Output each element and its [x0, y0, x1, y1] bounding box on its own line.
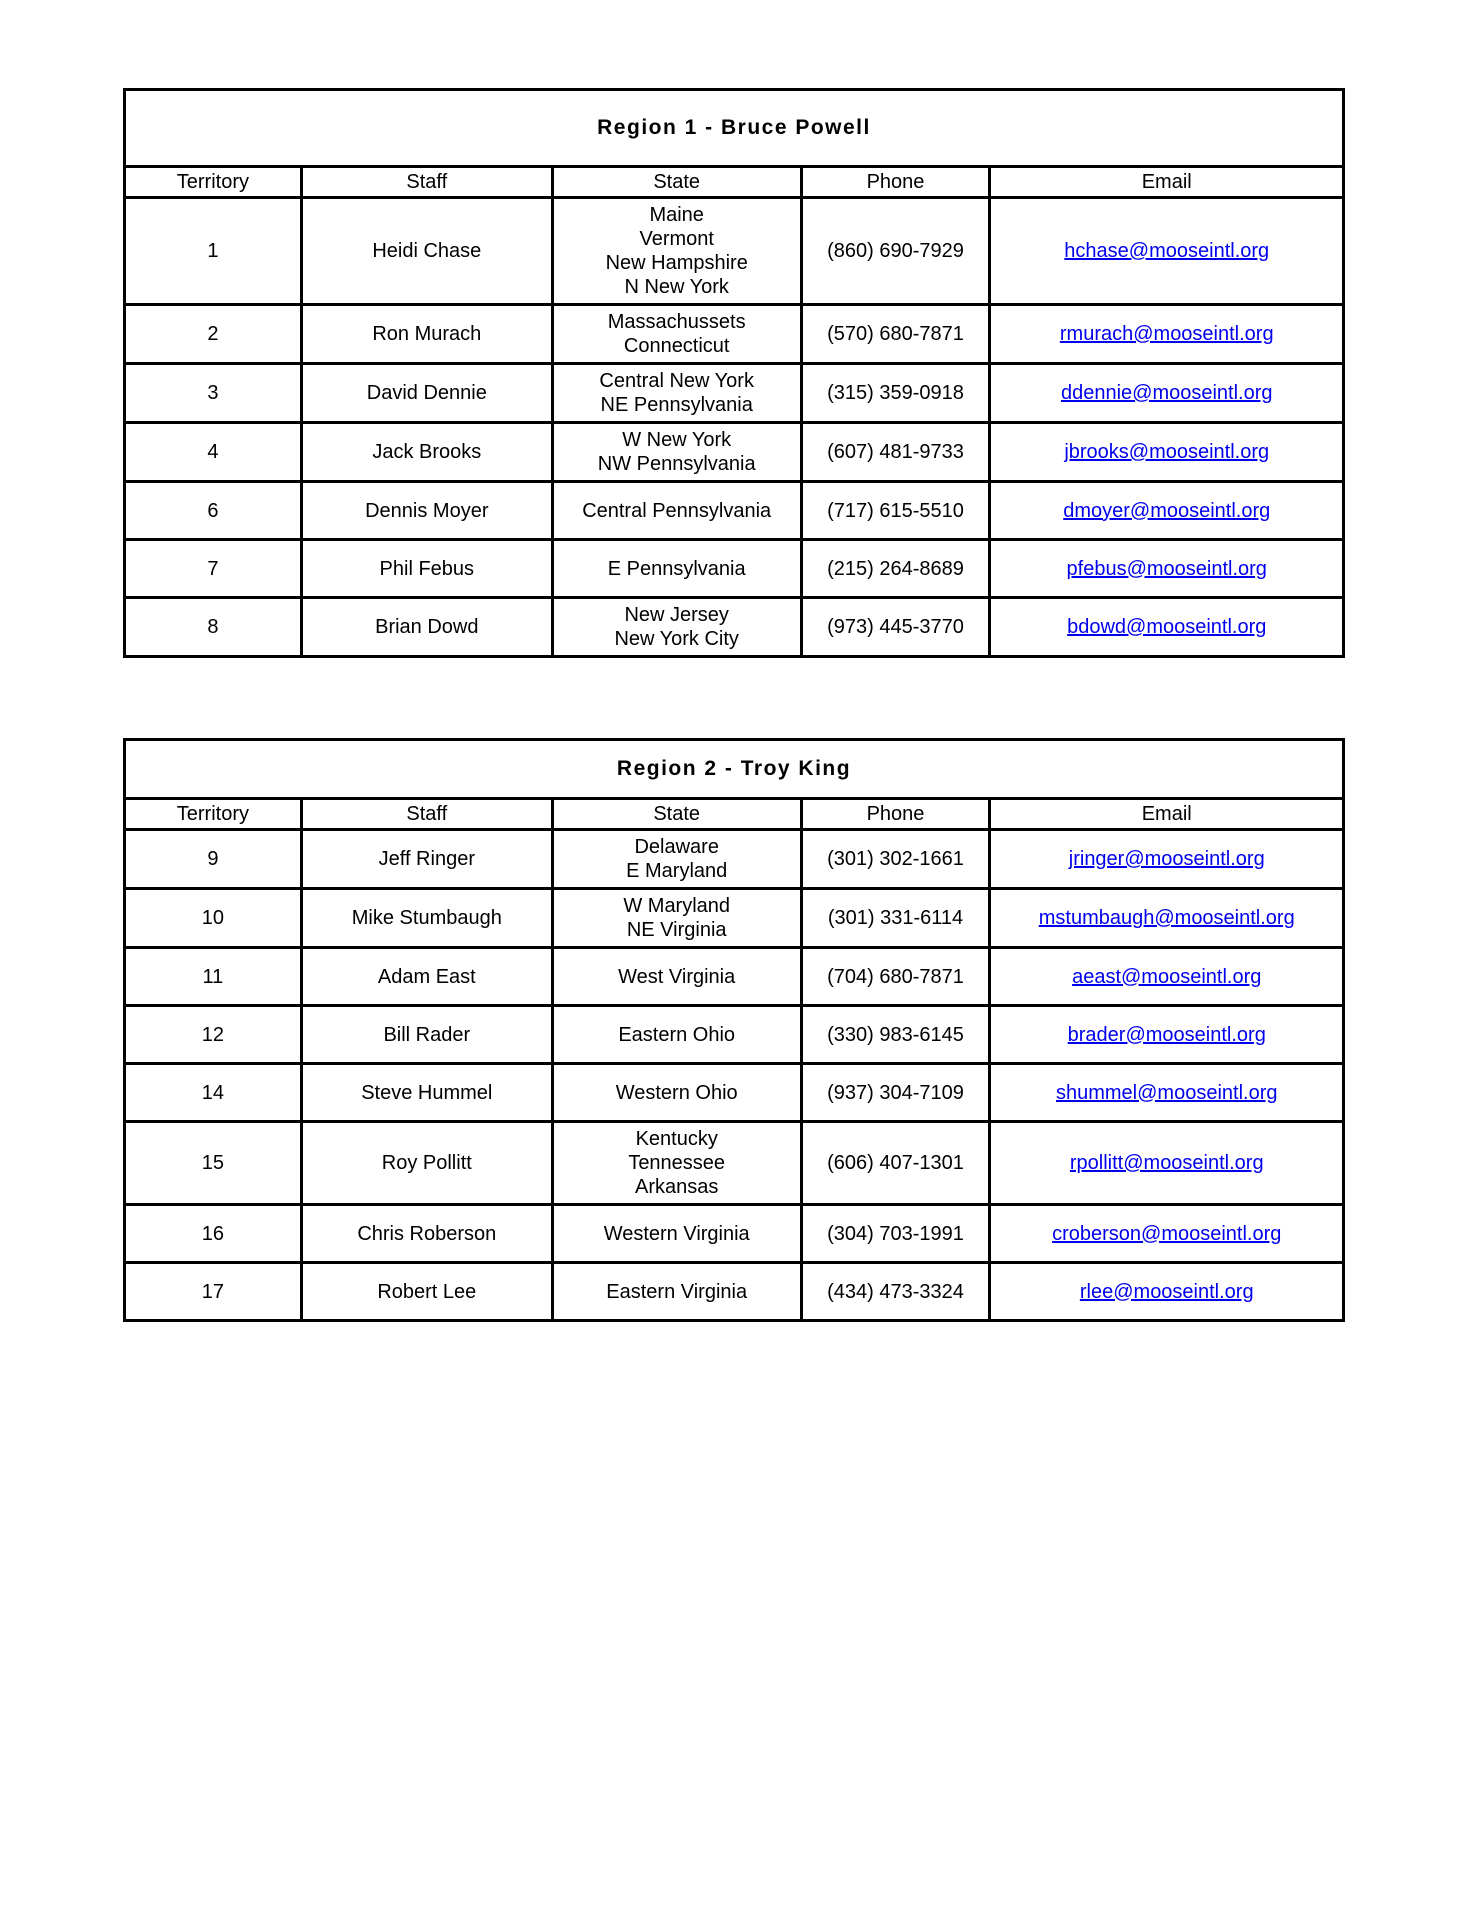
email-cell — [990, 305, 1344, 364]
staff-cell: Dennis Moyer — [301, 482, 552, 540]
state-cell — [552, 1263, 801, 1321]
table-row — [125, 482, 1344, 540]
region-1-table — [123, 88, 1345, 658]
staff-cell: Adam East — [301, 948, 552, 1006]
state-line: Maine — [649, 204, 704, 226]
column-header-state: State — [552, 799, 801, 830]
phone-cell: (570) 680-7871 — [801, 305, 990, 364]
staff-cell: Phil Febus — [301, 540, 552, 598]
table-row — [125, 948, 1344, 1006]
table-row — [125, 1006, 1344, 1064]
territory-cell: 16 — [125, 1205, 302, 1263]
table-row — [125, 1064, 1344, 1122]
state-line: New York City — [614, 628, 739, 650]
email-cell — [990, 598, 1344, 657]
state-line: Arkansas — [635, 1176, 719, 1198]
table-row — [125, 830, 1344, 889]
state-line: NE Virginia — [626, 919, 727, 941]
phone-cell: (607) 481-9733 — [801, 423, 990, 482]
state-cell — [552, 598, 801, 657]
state-cell — [552, 305, 801, 364]
table-title: Region 2 - Troy King — [125, 740, 1344, 799]
territory-cell: 1 — [125, 198, 302, 305]
state-cell — [552, 948, 801, 1006]
column-header-territory: Territory — [125, 799, 302, 830]
staff-cell: Robert Lee — [301, 1263, 552, 1321]
email-cell — [990, 1263, 1344, 1321]
state-line: NE Pennsylvania — [600, 394, 753, 416]
phone-cell: (301) 331-6114 — [801, 889, 990, 948]
state-line: Central Pennsylvania — [582, 499, 772, 522]
phone-cell: (717) 615-5510 — [801, 482, 990, 540]
state-line: N New York — [624, 276, 729, 298]
state-line: West Virginia — [618, 965, 736, 988]
phone-cell: (315) 359-0918 — [801, 364, 990, 423]
territory-cell: 12 — [125, 1006, 302, 1064]
state-cell — [552, 830, 801, 889]
state-line: Connecticut — [623, 335, 730, 357]
state-line: New Jersey — [624, 604, 729, 626]
email-link[interactable]: aeast@mooseintl.org — [1072, 965, 1262, 988]
phone-cell: (606) 407-1301 — [801, 1122, 990, 1205]
email-link[interactable]: croberson@mooseintl.org — [1052, 1222, 1282, 1245]
territory-cell: 14 — [125, 1064, 302, 1122]
region-2-table — [123, 738, 1345, 1322]
territory-cell: 8 — [125, 598, 302, 657]
email-link[interactable]: brader@mooseintl.org — [1067, 1023, 1266, 1046]
territory-cell: 10 — [125, 889, 302, 948]
state-line: Kentucky — [635, 1128, 718, 1150]
state-line: Delaware — [634, 836, 719, 858]
column-header-staff: Staff — [301, 799, 552, 830]
state-cell — [552, 540, 801, 598]
territory-cell: 11 — [125, 948, 302, 1006]
email-link[interactable]: bdowd@mooseintl.org — [1067, 616, 1267, 638]
state-line: Eastern Virginia — [606, 1280, 748, 1303]
state-cell — [552, 1122, 801, 1205]
territory-cell: 4 — [125, 423, 302, 482]
staff-cell: Ron Murach — [301, 305, 552, 364]
email-link[interactable]: hchase@mooseintl.org — [1064, 240, 1270, 262]
territory-cell: 6 — [125, 482, 302, 540]
table-row — [125, 1205, 1344, 1263]
state-line: W Maryland — [623, 895, 731, 917]
state-line: Massachussets — [607, 311, 746, 333]
staff-cell: Bill Rader — [301, 1006, 552, 1064]
email-link[interactable]: jbrooks@mooseintl.org — [1064, 441, 1270, 463]
table-row — [125, 423, 1344, 482]
staff-cell: Brian Dowd — [301, 598, 552, 657]
state-line: Eastern Ohio — [618, 1023, 736, 1046]
staff-cell: Jeff Ringer — [301, 830, 552, 889]
phone-cell: (937) 304-7109 — [801, 1064, 990, 1122]
email-cell — [990, 1205, 1344, 1263]
email-cell — [990, 830, 1344, 889]
email-link[interactable]: rlee@mooseintl.org — [1079, 1280, 1254, 1303]
staff-cell: Mike Stumbaugh — [301, 889, 552, 948]
staff-cell: Jack Brooks — [301, 423, 552, 482]
state-line: Western Virginia — [603, 1222, 750, 1245]
state-line: Tennessee — [628, 1152, 726, 1174]
email-link[interactable]: pfebus@mooseintl.org — [1066, 557, 1267, 580]
column-header-staff: Staff — [301, 167, 552, 198]
state-line: NW Pennsylvania — [597, 453, 756, 475]
column-header-phone: Phone — [801, 799, 990, 830]
email-cell — [990, 198, 1344, 305]
territory-cell: 2 — [125, 305, 302, 364]
email-link[interactable]: rpollitt@mooseintl.org — [1069, 1152, 1264, 1174]
column-header-phone: Phone — [801, 167, 990, 198]
territory-cell: 3 — [125, 364, 302, 423]
territory-cell: 9 — [125, 830, 302, 889]
state-cell — [552, 1064, 801, 1122]
column-header-email: Email — [990, 799, 1344, 830]
staff-cell: Roy Pollitt — [301, 1122, 552, 1205]
phone-cell: (301) 302-1661 — [801, 830, 990, 889]
email-cell — [990, 889, 1344, 948]
email-cell — [990, 540, 1344, 598]
state-cell — [552, 889, 801, 948]
staff-cell: Heidi Chase — [301, 198, 552, 305]
state-cell — [552, 1006, 801, 1064]
email-cell — [990, 482, 1344, 540]
email-cell — [990, 1064, 1344, 1122]
state-cell — [552, 1205, 801, 1263]
state-line: Central New York — [599, 370, 754, 392]
column-header-state: State — [552, 167, 801, 198]
phone-cell: (215) 264-8689 — [801, 540, 990, 598]
phone-cell: (973) 445-3770 — [801, 598, 990, 657]
table-title: Region 1 - Bruce Powell — [125, 90, 1344, 167]
state-line: E Maryland — [626, 860, 728, 882]
table-row — [125, 198, 1344, 305]
staff-cell: Chris Roberson — [301, 1205, 552, 1263]
column-header-email: Email — [990, 167, 1344, 198]
state-cell — [552, 198, 801, 305]
email-cell — [990, 364, 1344, 423]
email-cell — [990, 423, 1344, 482]
state-line: E Pennsylvania — [607, 557, 746, 580]
phone-cell: (434) 473-3324 — [801, 1263, 990, 1321]
email-link[interactable]: jringer@mooseintl.org — [1068, 848, 1265, 870]
state-cell — [552, 482, 801, 540]
table-row — [125, 1263, 1344, 1321]
email-link[interactable]: ddennie@mooseintl.org — [1060, 382, 1273, 404]
state-cell — [552, 423, 801, 482]
table-row — [125, 540, 1344, 598]
table-row — [125, 598, 1344, 657]
territory-cell: 17 — [125, 1263, 302, 1321]
email-link[interactable]: rmurach@mooseintl.org — [1059, 323, 1274, 345]
phone-cell: (860) 690-7929 — [801, 198, 990, 305]
state-line: Vermont — [639, 228, 714, 250]
phone-cell: (330) 983-6145 — [801, 1006, 990, 1064]
email-link[interactable]: dmoyer@mooseintl.org — [1063, 499, 1271, 522]
table-row — [125, 1122, 1344, 1205]
email-cell — [990, 948, 1344, 1006]
territory-cell: 7 — [125, 540, 302, 598]
territory-cell: 15 — [125, 1122, 302, 1205]
email-cell — [990, 1122, 1344, 1205]
table-row — [125, 305, 1344, 364]
table-row — [125, 889, 1344, 948]
state-line: New Hampshire — [605, 252, 748, 274]
table-row — [125, 364, 1344, 423]
email-link[interactable]: shummel@mooseintl.org — [1055, 1081, 1278, 1104]
email-link[interactable]: mstumbaugh@mooseintl.org — [1038, 907, 1295, 929]
column-header-territory: Territory — [125, 167, 302, 198]
state-line: Western Ohio — [615, 1081, 738, 1104]
staff-cell: Steve Hummel — [301, 1064, 552, 1122]
phone-cell: (704) 680-7871 — [801, 948, 990, 1006]
state-cell — [552, 364, 801, 423]
phone-cell: (304) 703-1991 — [801, 1205, 990, 1263]
email-cell — [990, 1006, 1344, 1064]
staff-cell: David Dennie — [301, 364, 552, 423]
state-line: W New York — [622, 429, 732, 451]
